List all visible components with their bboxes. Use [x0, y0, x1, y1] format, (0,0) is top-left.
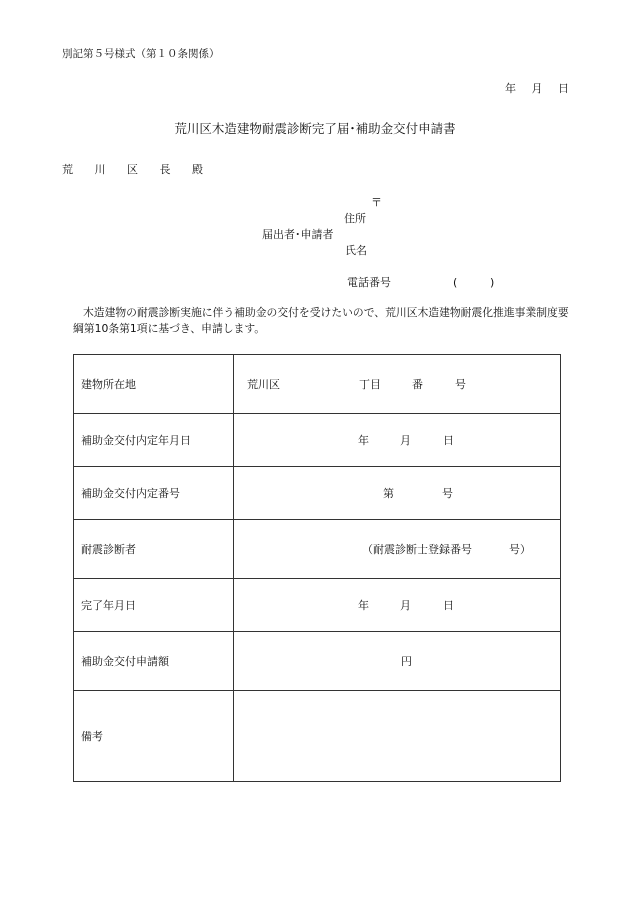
table-row [74, 467, 561, 520]
table-row [74, 414, 561, 467]
address-label: 住所 [344, 212, 366, 225]
remarks-field[interactable] [234, 691, 561, 782]
table-row [74, 579, 561, 632]
location-ward: 荒川区 [247, 378, 280, 391]
remarks-label: 備考 [74, 691, 234, 782]
completion-year: 年 [358, 599, 369, 612]
form-number-label: 別記第５号様式（第１０条関係） [62, 48, 220, 60]
application-table [73, 354, 561, 782]
location-field[interactable] [234, 355, 561, 414]
table-row [74, 520, 561, 579]
decision-date-label: 補助金交付内定年月日 [74, 414, 234, 467]
name-label: 氏名 [345, 244, 367, 257]
decision-number-prefix: 第 [383, 487, 394, 500]
decision-day: 日 [443, 434, 454, 447]
amount-label: 補助金交付申請額 [74, 632, 234, 691]
diagnostician-registration-end: 号） [509, 543, 531, 556]
amount-field[interactable] [234, 632, 561, 691]
table-row [74, 691, 561, 782]
addressee-char: 長 [159, 163, 171, 176]
completion-date-field[interactable] [234, 579, 561, 632]
addressee-char: 川 [94, 163, 106, 176]
completion-date-label: 完了年月日 [74, 579, 234, 632]
document-title: 荒川区木造建物耐震診断完了届･補助金交付申請書 [174, 121, 456, 136]
date-day-label: 日 [558, 82, 569, 95]
addressee-line [62, 163, 203, 176]
location-chome: 丁目 [359, 378, 381, 391]
applicant-role-label: 届出者･申請者 [262, 228, 334, 241]
table-row [74, 632, 561, 691]
diagnostician-field[interactable] [234, 520, 561, 579]
date-year-label: 年 [505, 82, 516, 95]
amount-unit: 円 [401, 655, 412, 668]
location-label: 建物所在地 [74, 355, 234, 414]
decision-month: 月 [400, 434, 411, 447]
phone-paren-close: ) [490, 276, 495, 289]
addressee-char: 区 [127, 163, 138, 176]
diagnostician-label: 耐震診断者 [74, 520, 234, 579]
location-go: 号 [455, 378, 466, 391]
submission-date [505, 82, 569, 95]
table-row [74, 355, 561, 414]
completion-day: 日 [443, 599, 454, 612]
location-ban: 番 [412, 378, 423, 391]
addressee-char: 殿 [192, 163, 203, 176]
postal-mark: 〒 [371, 196, 382, 209]
diagnostician-registration: （耐震診断士登録番号 [362, 543, 472, 556]
decision-year: 年 [358, 434, 369, 447]
addressee-char: 荒 [62, 163, 73, 176]
decision-date-field[interactable] [234, 414, 561, 467]
decision-number-suffix: 号 [442, 487, 453, 500]
phone-label: 電話番号 [347, 276, 391, 289]
decision-number-label: 補助金交付内定番号 [74, 467, 234, 520]
application-statement: 木造建物の耐震診断実施に伴う補助金の交付を受けたいので、荒川区木造建物耐震化推進事業制度要綱第10条第1項に基づき、申請します。 [73, 306, 569, 335]
phone-paren-open: ( [453, 276, 458, 289]
completion-month: 月 [400, 599, 411, 612]
date-month-label: 月 [531, 82, 543, 95]
decision-number-field[interactable] [234, 467, 561, 520]
